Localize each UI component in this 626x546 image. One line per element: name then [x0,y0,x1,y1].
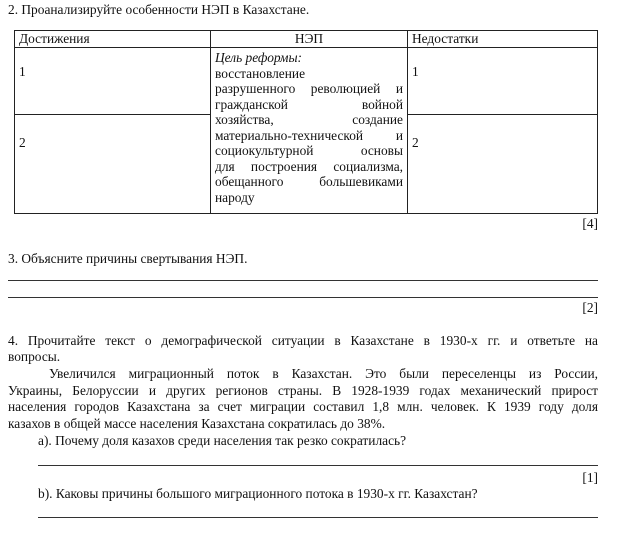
header-nep: НЭП [211,31,408,48]
answer-line-q4b[interactable] [38,517,598,518]
nep-analysis-table [14,30,598,214]
nep-text-line: народу [215,189,255,205]
nep-text-line: социокультурной основы [215,143,403,158]
nep-text-line: разрушенного революцией и [215,81,403,96]
question-4b: b). Каковы причины большого миграционного потока в 1930-х гг. Казахстан? [38,486,478,501]
table-header-row [15,31,598,48]
question-2-title: 2. Проанализируйте особенности НЭП в Казахстане. [8,2,310,17]
question-4-intro-line: вопросы. [8,349,61,364]
nep-goal-label: Цель реформы: [215,50,302,65]
question-3-title: 3. Объясните причины свертывания НЭП. [8,251,248,266]
header-shortcomings: Недостатки [408,31,598,48]
achievement-cell-2[interactable]: 2 [15,115,211,214]
header-achievements: Достижения [15,31,211,48]
nep-text-line: восстановление [215,65,306,81]
passage-line: населения городов Казахстана за счет миграции составил 1,8 млн. человек. К 1939 году доля [8,399,598,414]
nep-text-line: материально-технической и [215,127,403,143]
nep-text-line: гражданской войной [215,96,403,112]
question-4a: a). Почему доля казахов среди населения так резко сократилась? [38,433,407,448]
score-mark-q4a: [1] [582,470,598,485]
answer-line-q4a[interactable] [38,465,598,466]
score-mark-q3: [2] [582,300,598,315]
answer-line-q3-1[interactable] [8,280,598,281]
passage-line: Украины, Белоруссии и других регионов страны. В 1928-1939 годах механический прирост [8,383,598,398]
nep-text-line: обещанного большевиками [215,174,403,189]
achievement-cell-1[interactable]: 1 [15,48,211,115]
nep-text-line: хозяйства, создание [215,112,403,127]
nep-text-line: для построения социализма, [215,158,403,174]
nep-description-cell [211,48,408,214]
score-mark-q2: [4] [582,216,598,231]
answer-line-q3-2[interactable] [8,297,598,298]
question-4-intro-line: 4. Прочитайте текст о демографической ситуации в Казахстане в 1930-х гг. и ответьте на [8,333,598,348]
passage-line: казахов в общей массе населения Казахстана сократилась до 38%. [8,416,386,431]
shortcoming-cell-1[interactable]: 1 [408,48,598,115]
shortcoming-cell-2[interactable]: 2 [408,115,598,214]
table-row [15,48,598,115]
passage-line: Увеличился миграционный поток в Казахстан. Это были переселенцы из России, [49,366,598,381]
